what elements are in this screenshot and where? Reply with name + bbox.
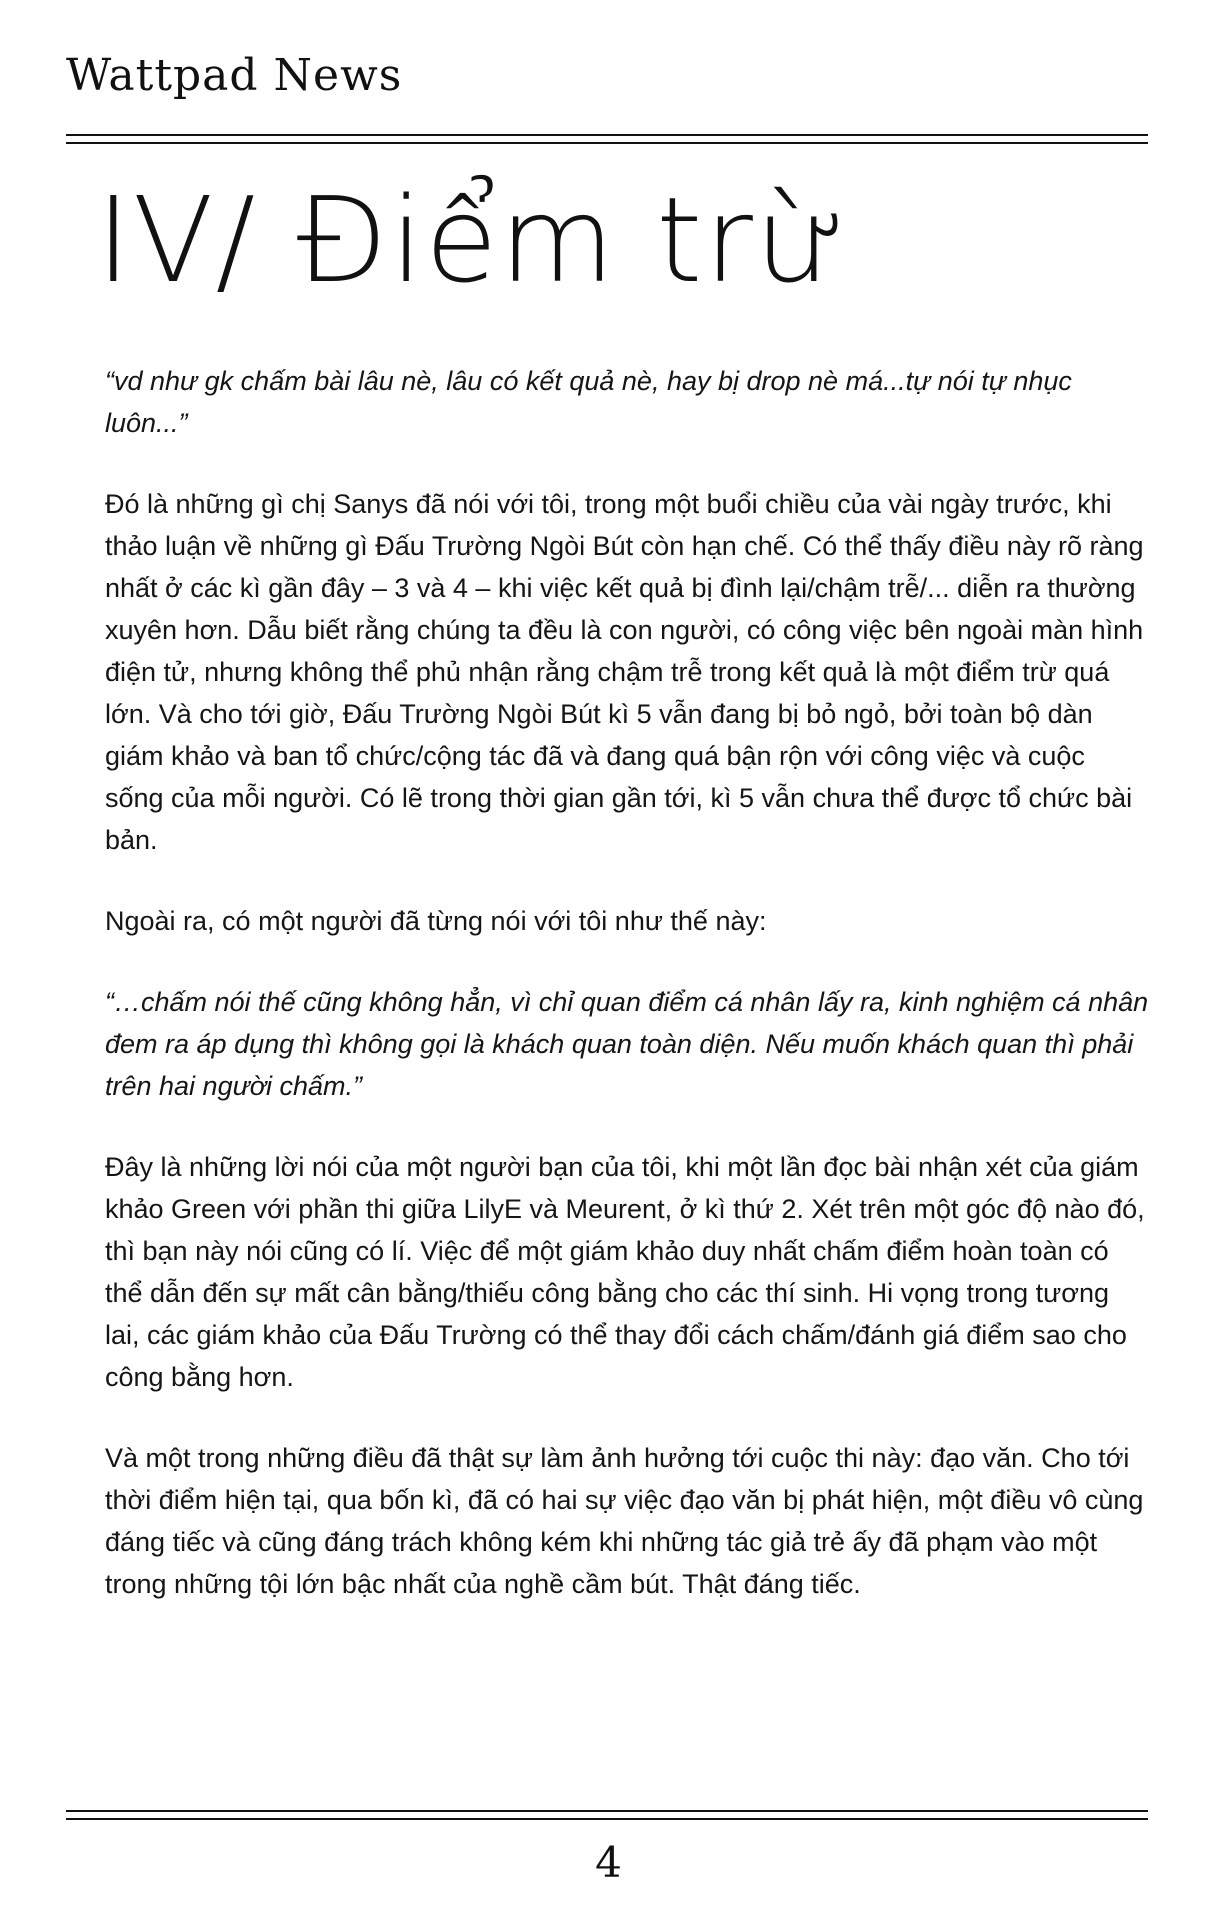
paragraph-intro-quote: Ngoài ra, có một người đã từng nói với tôi như thế này: [105,906,767,936]
section-heading: IV/ Điểm trừ [96,171,849,309]
header-divider [66,134,1148,144]
footer-divider [66,1810,1148,1820]
page-number: 4 [595,1838,622,1887]
friend-quote: “…chấm nói thế cũng không hẳn, vì chỉ quan điểm cá nhân lấy ra, kinh nghiệm cá nhân đem ra áp dụng thì không gọi là khách quan toàn diện. Nếu muốn khách quan thì phải trên hai người chấm.” [105,987,1149,1101]
opening-quote: “vd như gk chấm bài lâu nè, lâu có kết quả nè, hay bị drop nè má...tự nói tự nhục luôn...” [105,366,1072,438]
paragraph-plagiarism: Và một trong những điều đã thật sự làm ảnh hưởng tới cuộc thi này: đạo văn. Cho tới thời điểm hiện tại, qua bốn kì, đã có hai sự việc đạo văn bị phát hiện, một điều vô cùng đáng tiếc và cũng đáng trách không kém khi những tác giả trẻ ấy đã phạm vào một trong những tội lớn bậc nhất của nghề cầm bút. Thật đáng tiếc. [105,1443,1144,1599]
paragraph-judging: Đây là những lời nói của một người bạn của tôi, khi một lần đọc bài nhận xét của giám khảo Green với phần thi giữa LilyE và Meurent, ở kì thứ 2. Xét trên một góc độ nào đó, thì bạn này nói cũng có lí. Việc để một giám khảo duy nhất chấm điểm hoàn toàn có thể dẫn đến sự mất cân bằng/thiếu công bằng cho các thí sinh. Hi vọng trong tương lai, các giám khảo của Đấu Trường có thể thay đổi cách chấm/đánh giá điểm sao cho công bằng hơn. [105,1152,1145,1392]
article-body [105,360,1150,1644]
publication-title: Wattpad News [66,50,403,101]
paragraph-delays: Đó là những gì chị Sanys đã nói với tôi, trong một buổi chiều của vài ngày trước, khi thảo luận về những gì Đấu Trường Ngòi Bút còn hạn chế. Có thể thấy điều này rõ ràng nhất ở các kì gần đây – 3 và 4 – khi việc kết quả bị đình lại/chậm trễ/... diễn ra thường xuyên hơn. Dẫu biết rằng chúng ta đều là con người, có công việc bên ngoài màn hình điện tử, nhưng không thể phủ nhận rằng chậm trễ trong kết quả là một điểm trừ quá lớn. Và cho tới giờ, Đấu Trường Ngòi Bút kì 5 vẫn đang bị bỏ ngỏ, bởi toàn bộ dàn giám khảo và ban tổ chức/cộng tác đã và đang quá bận rộn với công việc và cuộc sống của mỗi người. Có lẽ trong thời gian gần tới, kì 5 vẫn chưa thể được tổ chức bài bản. [105,489,1144,855]
